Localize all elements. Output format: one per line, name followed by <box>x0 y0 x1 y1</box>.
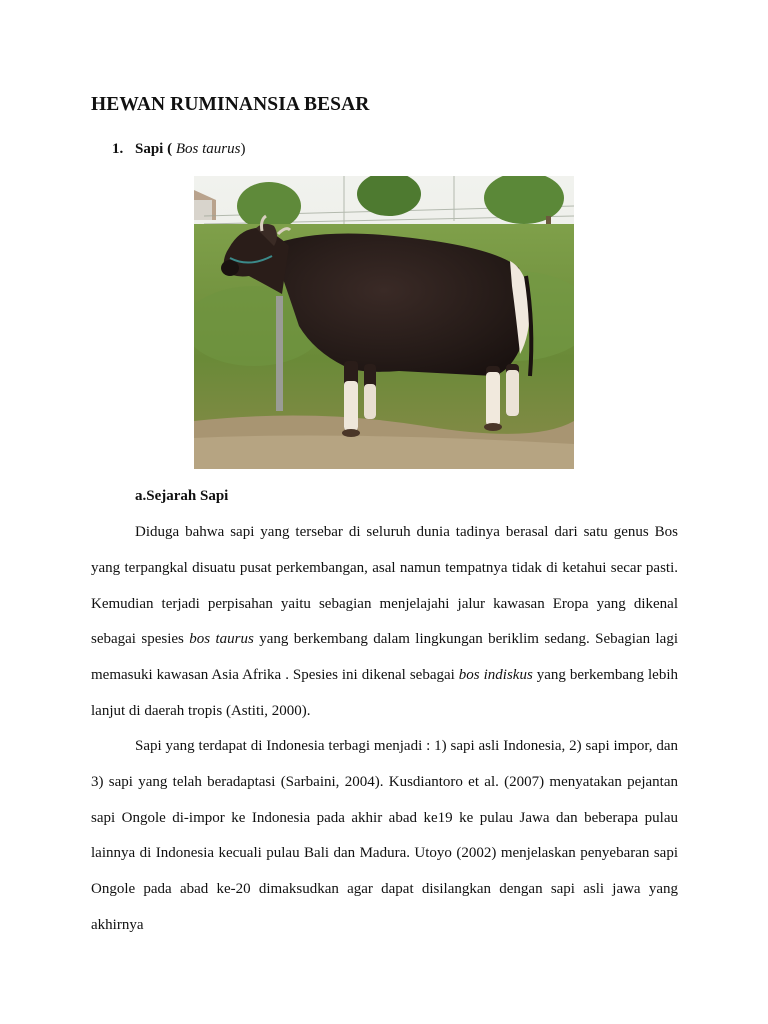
cow-photo <box>194 176 574 469</box>
subheading-history: a.Sejarah Sapi <box>135 488 229 504</box>
section-number: 1. <box>112 141 124 157</box>
section-latin-name: Bos taurus <box>175 141 241 157</box>
species-bos-indiskus: bos indiskus <box>458 667 533 684</box>
species-bos-taurus: bos taurus <box>189 631 254 648</box>
section-close-paren: ) <box>240 141 246 157</box>
section-label: Sapi ( <box>135 141 173 157</box>
paragraph-indonesia: Sapi yang terdapat di Indonesia terbagi menjadi : 1) sapi asli Indonesia, 2) sapi impor, dan 3) sapi yang telah beradaptasi (Sarbaini, 2004). Kusdiantoro et al. (2007) menyatakan pejantan sapi Ongole di-impor ke Indonesia pada akhir abad ke19 ke pulau Jawa dan beberapa pulau lainnya di Indonesia kecuali pulau Bali dan Madura. Utoyo (2002) menjelaskan penyebaran sapi Ongole pada abad ke-20 dimaksudkan agar dapat disilangkan dengan sapi asli jawa yang akhirnya <box>91 738 678 933</box>
paragraph1-text-b: yang berkembang dalam lingkungan beriklim sedang. Sebagian lagi memasuki kawasan Asia Afrika . Spesies ini dikenal sebagai <box>91 631 678 684</box>
paragraph1-text-a: Diduga bahwa sapi yang tersebar di seluruh dunia tadinya berasal dari satu genus Bos yang terpangkal disuatu pusat perkembangan, asal namun tempatnya tidak di ketahui secar pasti. Kemudian terjadi perpisahan yaitu sebagian menjelajahi jalur kawasan Eropa yang dikenal sebagai spesies <box>91 524 678 648</box>
page-title: HEWAN RUMINANSIA BESAR <box>91 94 370 115</box>
section-heading <box>112 141 245 158</box>
paragraph1-text-c: yang berkembang lebih lanjut di daerah tropis (Astiti, 2000). <box>91 667 678 719</box>
paragraph-history <box>91 515 678 730</box>
